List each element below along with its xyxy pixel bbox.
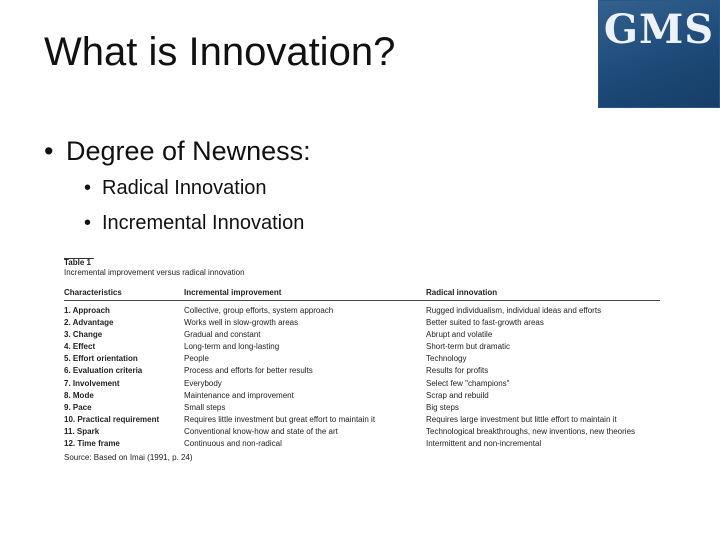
cell-incremental: Requires little investment but great effort to maintain it xyxy=(184,414,376,424)
cell-characteristic: 7. Involvement xyxy=(64,378,120,388)
table-row xyxy=(64,390,660,402)
header-characteristics: Characteristics xyxy=(64,288,122,297)
table-row xyxy=(64,329,660,341)
cell-incremental: Maintenance and improvement xyxy=(184,390,294,400)
cell-incremental: Long-term and long-lasting xyxy=(184,342,280,352)
cell-incremental: Gradual and constant xyxy=(184,330,261,340)
table-row xyxy=(64,353,660,365)
table-top-rule xyxy=(64,258,94,259)
table-header-row xyxy=(64,286,660,301)
cell-incremental: Continuous and non-radical xyxy=(184,438,282,448)
cell-characteristic: 9. Pace xyxy=(64,402,92,412)
cell-radical: Scrap and rebuild xyxy=(426,390,489,400)
table-label: Table 1 xyxy=(64,258,91,267)
table-row xyxy=(64,305,660,317)
bullet-icon: • xyxy=(84,177,92,199)
cell-incremental: Everybody xyxy=(184,378,222,388)
cell-radical: Better suited to fast-growth areas xyxy=(426,318,544,328)
cell-characteristic: 5. Effort orientation xyxy=(64,354,138,364)
header-incremental: Incremental improvement xyxy=(184,288,282,297)
sub-bullet-text: Radical Innovation xyxy=(102,177,267,199)
cell-characteristic: 1. Approach xyxy=(64,306,110,315)
cell-radical: Technology xyxy=(426,354,467,364)
header-radical: Radical innovation xyxy=(426,288,498,297)
logo-text: GMS xyxy=(603,6,715,53)
gms-logo xyxy=(598,0,720,108)
cell-incremental: Works well in slow-growth areas xyxy=(184,318,299,328)
cell-characteristic: 6. Evaluation criteria xyxy=(64,366,143,376)
cell-radical: Short-term but dramatic xyxy=(426,342,511,352)
table-caption: Incremental improvement versus radical innovation xyxy=(64,268,245,277)
cell-incremental: Conventional know-how and state of the art xyxy=(184,426,338,436)
cell-incremental: Collective, group efforts, system approach xyxy=(184,306,334,315)
bullet-text: Degree of Newness: xyxy=(66,136,311,166)
table-row xyxy=(64,317,660,329)
sub-bullet-incremental xyxy=(84,212,304,235)
table-row xyxy=(64,402,660,414)
cell-radical: Big steps xyxy=(426,402,459,412)
cell-radical: Rugged individualism, individual ideas and efforts xyxy=(426,306,602,315)
cell-radical: Abrupt and volatile xyxy=(426,330,493,340)
table-row xyxy=(64,341,660,353)
table-row xyxy=(64,414,660,426)
sub-bullet-radical xyxy=(84,177,267,200)
table-source: Source: Based on Imai (1991, p. 24) xyxy=(64,453,193,463)
table-row xyxy=(64,365,660,377)
cell-characteristic: 11. Spark xyxy=(64,426,100,436)
cell-characteristic: 3. Change xyxy=(64,330,103,340)
cell-characteristic: 12. Time frame xyxy=(64,438,120,448)
cell-characteristic: 10. Practical requirement xyxy=(64,414,160,424)
cell-characteristic: 8. Mode xyxy=(64,390,94,400)
sub-bullet-text: Incremental Innovation xyxy=(102,212,305,234)
table-row xyxy=(64,426,660,438)
comparison-table xyxy=(64,258,660,463)
bullet-icon: • xyxy=(44,136,54,166)
cell-radical: Results for profits xyxy=(426,366,489,376)
slide-title: What is Innovation? xyxy=(44,30,396,74)
cell-incremental: Small steps xyxy=(184,402,226,412)
bullet-icon: • xyxy=(84,212,92,234)
cell-incremental: Process and efforts for better results xyxy=(184,366,313,376)
cell-characteristic: 4. Effect xyxy=(64,342,96,352)
cell-characteristic: 2. Advantage xyxy=(64,318,114,328)
table-row xyxy=(64,378,660,390)
cell-radical: Intermittent and non-incremental xyxy=(426,438,542,448)
cell-incremental: People xyxy=(184,354,209,364)
table-row xyxy=(64,438,660,450)
bullet-degree-of-newness xyxy=(44,136,311,167)
cell-radical: Technological breakthroughs, new inventions, new theories xyxy=(426,426,636,436)
cell-radical: Select few "champions" xyxy=(426,378,510,388)
cell-radical: Requires large investment but little effort to maintain it xyxy=(426,414,617,424)
